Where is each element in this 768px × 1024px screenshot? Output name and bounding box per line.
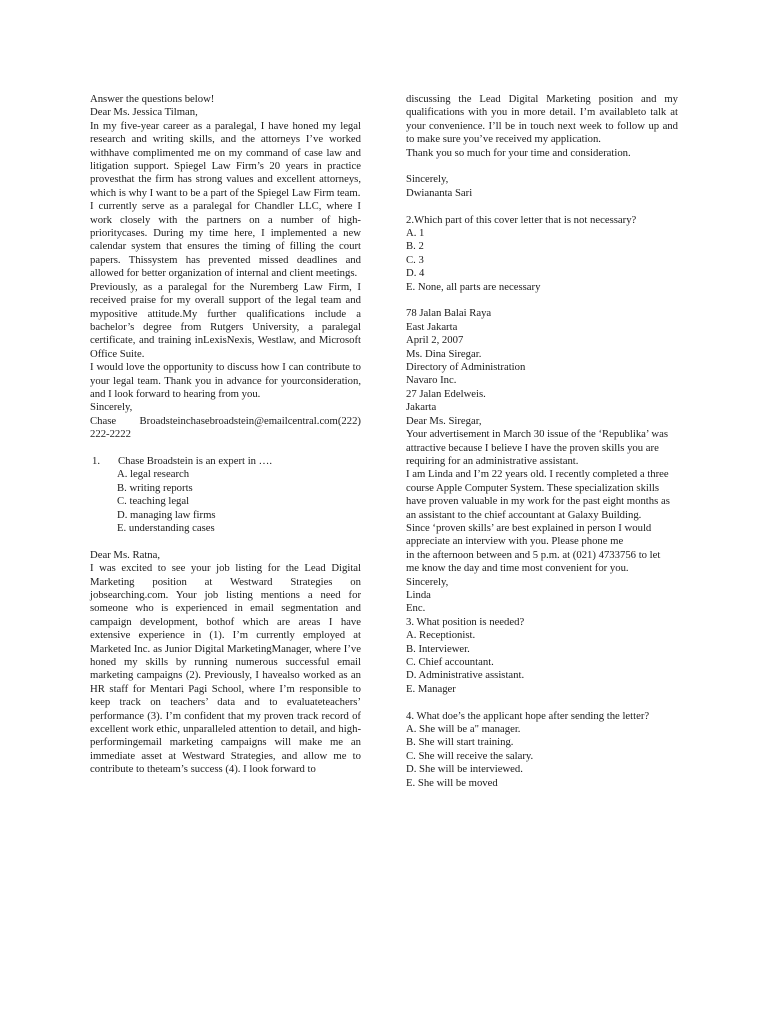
letter1-closing: Sincerely, <box>90 401 133 414</box>
question1-text: Chase Broadstein is an expert in …. <box>118 454 273 467</box>
letter3-address-line: Jakarta <box>406 401 437 414</box>
question2-option: D. 4 <box>406 267 425 280</box>
letter3-paragraph-line: in the afternoon between and 5 p.m. at (021) 4733756 to let <box>406 548 661 561</box>
letter3-greeting: Dear Ms. Siregar, <box>406 414 482 427</box>
question1 <box>90 455 361 535</box>
letter1-paragraph: I currently serve as a paralegal for Chandler LLC, where I work closely with the partners on a number of high-prioritycases. During my time here, I implemented a new calendar system that ensures the timing of filling the court papers. Thissystem has prevented missed deadlines and allowed for better organization of internal and client meetings. <box>90 200 361 280</box>
letter2-thanks: Thank you so much for your time and consideration. <box>406 146 631 159</box>
left-column <box>90 93 361 777</box>
letter2-signature: Dwiananta Sari <box>406 186 473 199</box>
letter3-address-line: 27 Jalan Edelweis. <box>406 387 486 400</box>
letter3-address-line: Ms. Dina Siregar. <box>406 347 482 360</box>
question3-option: C. Chief accountant. <box>406 656 494 669</box>
letter2-greeting: Dear Ms. Ratna, <box>90 548 161 561</box>
instruction-text: Answer the questions below! <box>90 93 215 105</box>
question2-text: 2.Which part of this cover letter that is not necessary? <box>406 213 637 226</box>
question4-option: D. She will be interviewed. <box>406 763 523 776</box>
letter1-paragraph: Previously, as a paralegal for the Nuremberg Law Firm, I received praise for my overall support of the legal team and mypositive attitude.My further qualifications include a bachelor’s degree from Rutgers University, a paralegal certificate, and training inLexisNexis, Westlaw, and Microsoft Office Suite. <box>90 280 361 360</box>
letter3-address-line: 78 Jalan Balai Raya <box>406 307 492 320</box>
letter3-closing: Sincerely, <box>406 575 449 588</box>
question4-option: B. She will start training. <box>406 736 514 749</box>
letter3-paragraph-line: me know the day and time most convenient for you. <box>406 562 629 575</box>
question4-text: 4. What doe’s the applicant hope after sending the letter? <box>406 709 650 722</box>
letter2-paragraph-continued: discussing the Lead Digital Marketing position and my qualifications with you in more detail. I’m availableto talk at your convenience. I’ll be in touch next week to follow up and to make sure you’ve received my application. <box>406 93 678 146</box>
question3-option: B. Interviewer. <box>406 642 470 655</box>
question2-option: B. 2 <box>406 240 424 253</box>
question3-option: D. Administrative assistant. <box>406 669 525 682</box>
letter3-paragraph: Your advertisement in March 30 issue of the ‘Republika’ was attractive because I believe I have the proven skills you are requiring for an administrative assistant. <box>406 428 668 467</box>
question3 <box>406 616 678 696</box>
question2-option: A. 1 <box>406 227 425 240</box>
question4-option: C. She will receive the salary. <box>406 749 534 762</box>
letter3-date: April 2, 2007 <box>406 334 464 347</box>
letter1-paragraph: In my five-year career as a paralegal, I have honed my legal research and writing skills, and the attorneys I’ve worked withhave complimented me on my command of case law and litigation support. Spiegel Law Firm’s 20 years in practice provesthat the firm has strong values and excellent attorneys, which is why I want to be a part of the Spiegel Law Firm team. <box>90 119 361 199</box>
question3-option: A. Receptionist. <box>406 629 476 642</box>
question1-option: E. understanding cases <box>117 521 215 534</box>
letter3-address-line: East Jakarta <box>406 320 458 333</box>
question1-option: D. managing law firms <box>117 508 216 521</box>
letter3-paragraph-line: appreciate an interview with you. Please phone me <box>406 535 624 548</box>
letter3-address-line: Navaro Inc. <box>406 374 457 387</box>
letter1-greeting: Dear Ms. Jessica Tilman, <box>90 106 198 119</box>
letter2-closing: Sincerely, <box>406 173 449 186</box>
letter2-paragraph: I was excited to see your job listing for the Lead Digital Marketing position at Westward Strategies on jobsearching.com. Your job listing mentions a need for someone who is experienced in email segmentation and campaign development, bothof which are areas I have extensive experience in (1). I’m currently employed at Marketed Inc. as Junior Digital MarketingManager, where I’ve honed my skills by running numerous successful email marketing campaigns (2). Previously, I havealso worked as an HR staff for Mentari Pagi School, where I’m responsible to keep track on teachers’ data and to evaluateteachers’ performance (3). I’m confident that my proven track record of excellent work ethic, unparalleled attention to detail, and high-performingemail marketing campaigns will make me an immediate asset at Westward Strategies, and allow me to contribute to theteam’s success (4). I look forward to <box>90 562 361 776</box>
question1-option: C. teaching legal <box>117 495 190 508</box>
question3-text: 3. What position is needed? <box>406 615 525 628</box>
question1-option: B. writing reports <box>117 481 193 494</box>
right-column <box>406 93 678 790</box>
question1-number: 1. <box>92 454 101 467</box>
question3-option: E. Manager <box>406 682 456 695</box>
question1-option: A. legal research <box>117 468 190 481</box>
question2-option: C. 3 <box>406 253 424 266</box>
question4-option: E. She will be moved <box>406 776 498 789</box>
letter1-paragraph: I would love the opportunity to discuss how I can contribute to your legal team. Thank you in advance for yourconsideration, and I look forward to hearing from you. <box>90 361 361 400</box>
letter3-address-block <box>406 307 678 428</box>
question4-option: A. She will be a" manager. <box>406 723 521 736</box>
letter3-address-line: Directory of Administration <box>406 361 526 374</box>
letter3-signature: Linda <box>406 588 431 601</box>
letter1-signature: Chase Broadsteinchasebroadstein@emailcentral.com(222) 222-2222 <box>90 414 361 441</box>
question2-option: E. None, all parts are necessary <box>406 280 541 293</box>
letter3-enclosure: Enc. <box>406 602 426 615</box>
letter3-paragraph: I am Linda and I’m 22 years old. I recently completed a three course Apple Computer System. These specialization skills have proven valuable in my work for the past eight months as an assistant to the chief accountant at Galaxy Building. <box>406 468 670 521</box>
question4 <box>406 710 678 790</box>
letter3-paragraph-line: Since ‘proven skills’ are best explained in person I would <box>406 521 652 534</box>
question2 <box>406 214 678 294</box>
